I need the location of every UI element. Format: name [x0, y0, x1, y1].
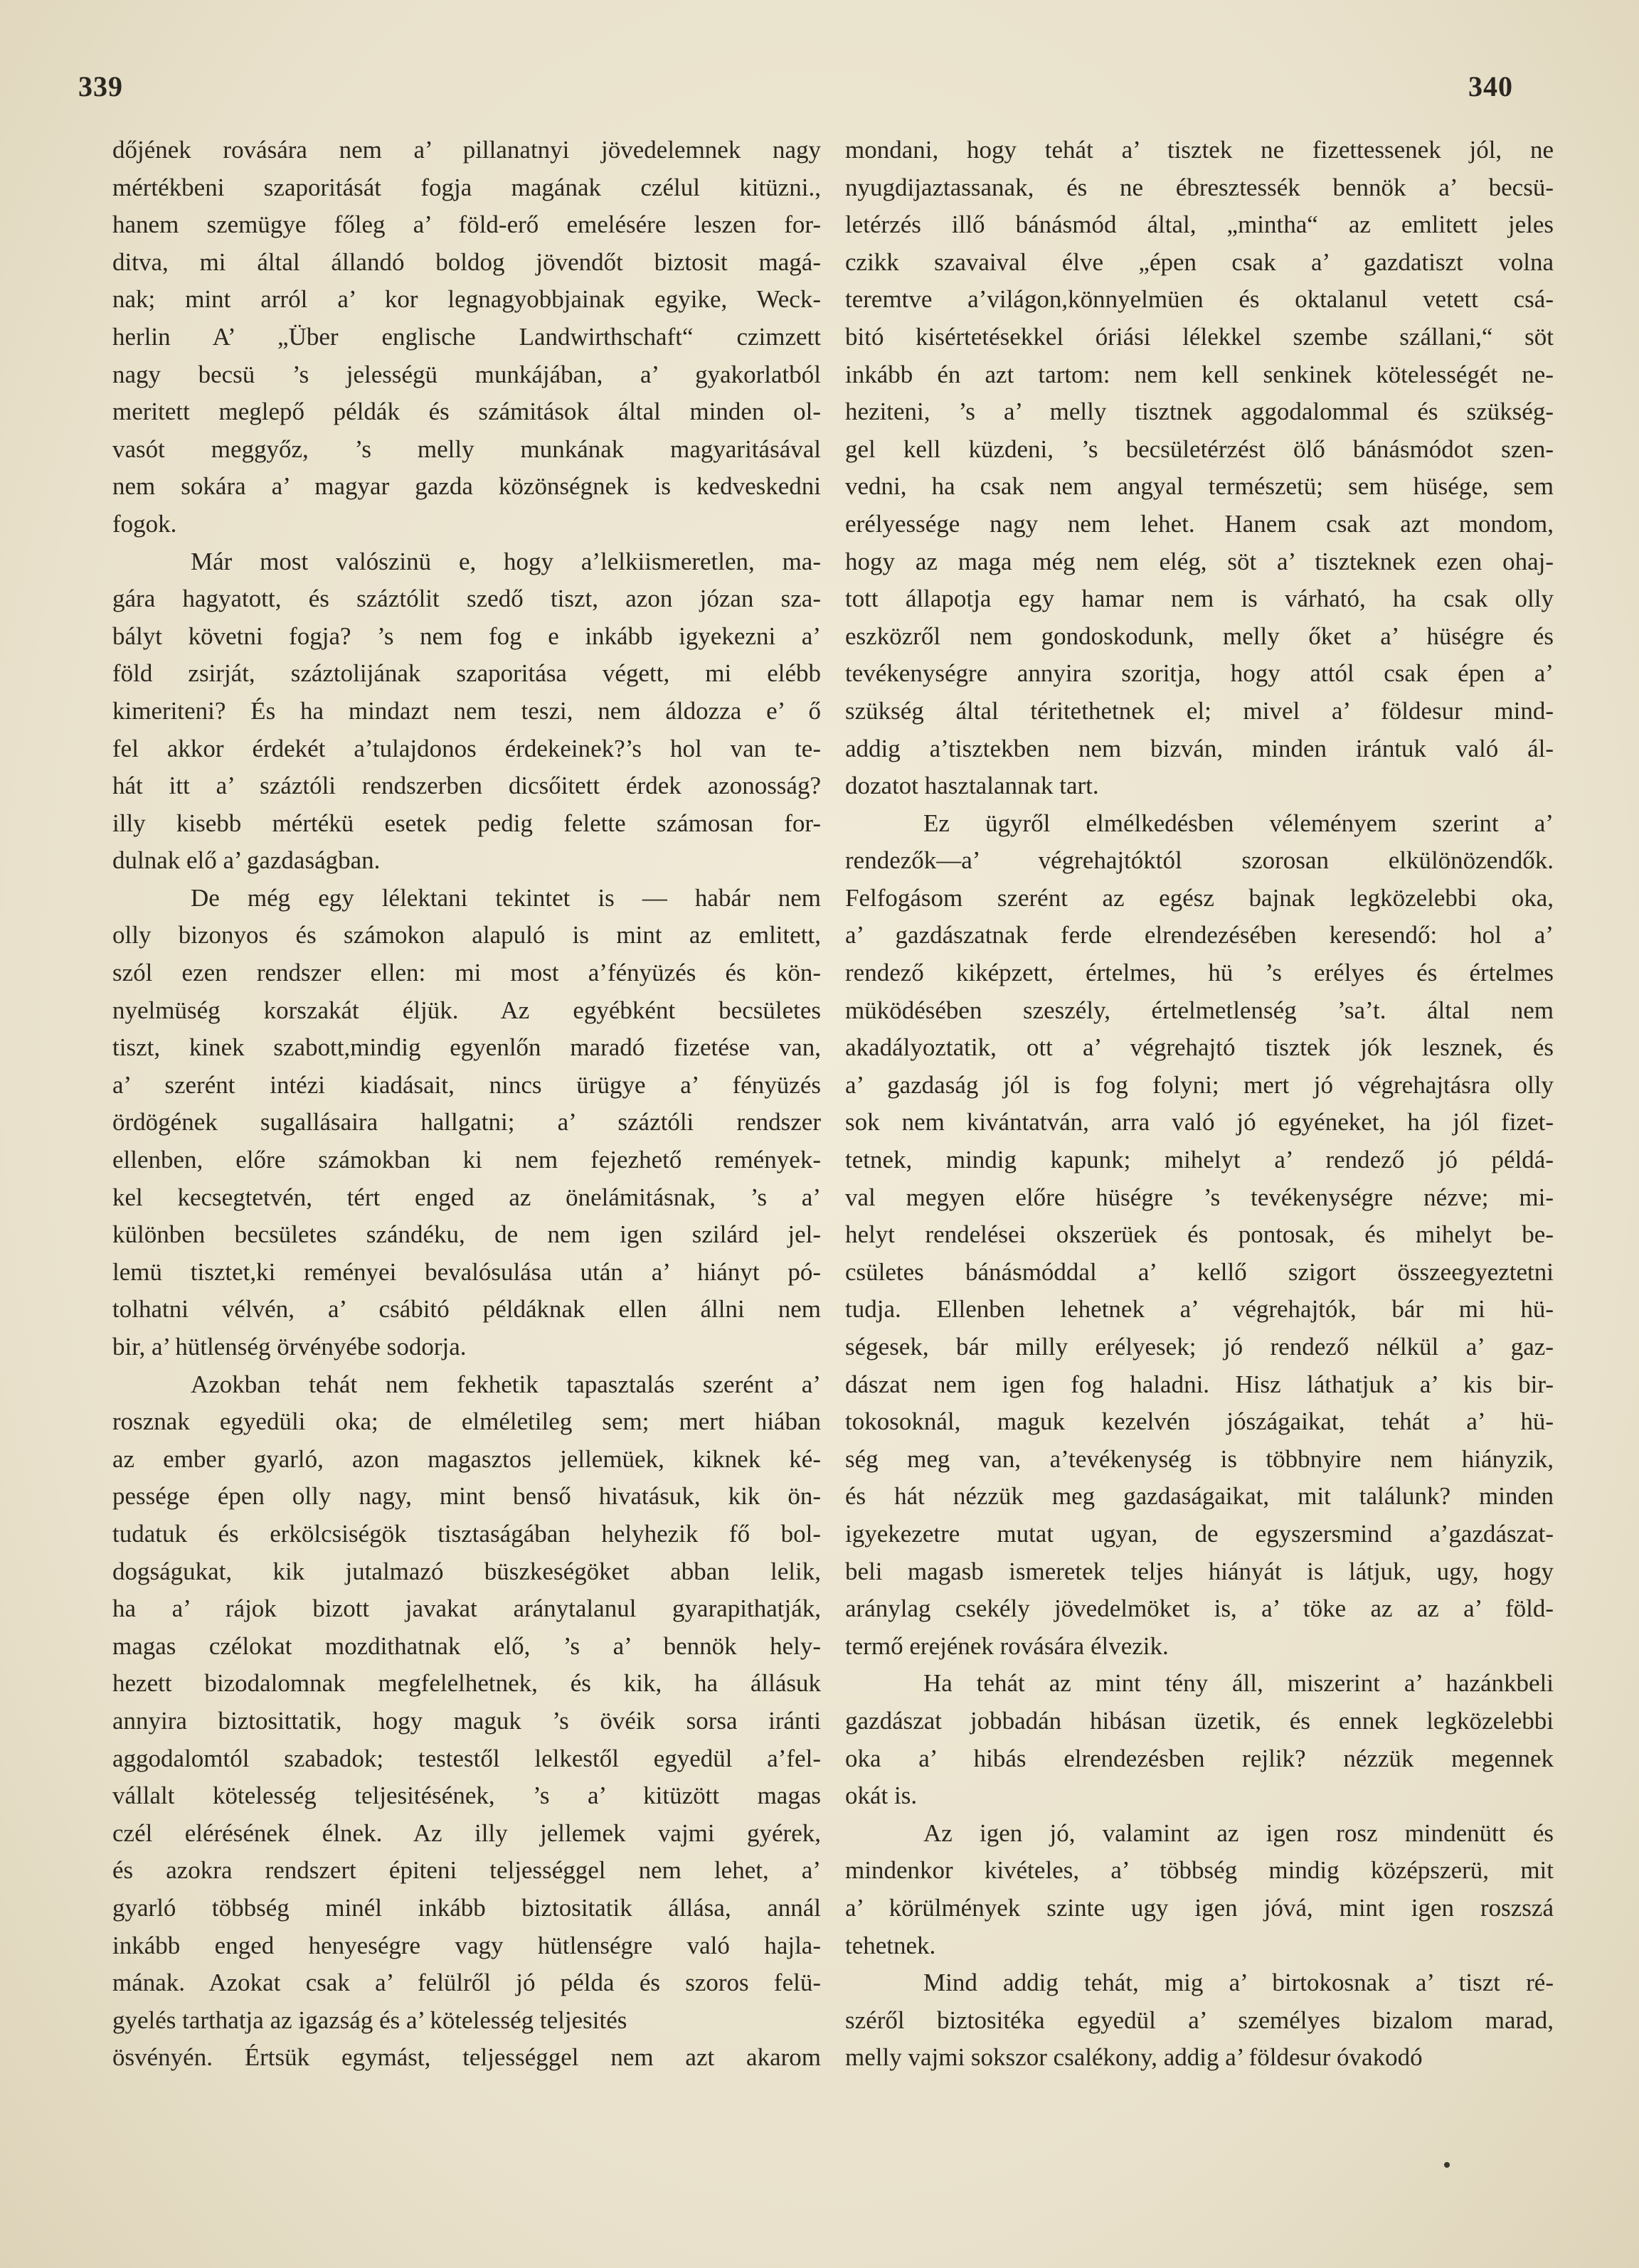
- text-line: letérzés illő bánásmód által, „mintha“ az emlitett jeles: [845, 211, 1554, 239]
- text-line: Az igen jó, valamint az igen rosz mindenütt és: [923, 1819, 1554, 1847]
- text-line: dogságukat, kik jutalmazó büszkeségöket abban lelik,: [112, 1557, 821, 1585]
- text-line: ségesek, bár milly erélyesek; jó rendező nélkül a’ gaz-: [845, 1333, 1554, 1361]
- text-line: Ha tehát az mint tény áll, miszerint a’ hazánkbeli: [923, 1669, 1554, 1698]
- text-line: magas czélokat mozdithatnak elő, ’s a’ bennök hely-: [112, 1631, 821, 1660]
- text-line: olly bizonyos és számokon alapuló is mint az emlitett,: [112, 921, 821, 949]
- text-line: különben becsületes szándéku, de nem igen szilárd jel-: [112, 1220, 821, 1249]
- text-line: csületes bánásmóddal a’ kellő szigort összeegyeztetni: [845, 1257, 1554, 1286]
- text-line: tudja. Ellenben lehetnek a’ végrehajtók, bár mi hü-: [845, 1295, 1554, 1324]
- text-line: a’ gazdaság jól is fog folyni; mert jó végrehajtásra olly: [845, 1070, 1554, 1099]
- text-line: nyugdijaztassanak, és ne ébresztessék bennök a’ becsü-: [845, 173, 1554, 201]
- text-line: tolhatni vélvén, a’ csábitó példáknak ellen állni nem: [112, 1295, 821, 1324]
- text-line: czél elérésének élnek. Az illy jellemek vajmi gyérek,: [112, 1819, 821, 1847]
- text-line: oka a’ hibás elrendezésben rejlik? nézzük megennek: [845, 1744, 1554, 1772]
- text-line: Mind addig tehát, mig a’ birtokosnak a’ tiszt ré-: [923, 1969, 1554, 1997]
- text-line: inkább enged henyeségre vagy hütlenségre való hajla-: [112, 1931, 821, 1959]
- text-line: czikk szavaival élve „épen csak a’ gazdatiszt volna: [845, 247, 1554, 276]
- text-line: erélyessége nagy nem lehet. Hanem csak azt mondom,: [845, 509, 1554, 538]
- text-line: fogok.: [112, 509, 177, 538]
- text-line: lemü tisztet,ki reményei bevalósulása után a’ hiányt pó-: [112, 1257, 821, 1286]
- text-line: nagy becsü ’s jelességü munkájában, a’ gyakorlatból: [112, 360, 821, 388]
- text-line: dászat nem igen fog haladni. Hisz láthatjuk a’ kis bir-: [845, 1370, 1554, 1398]
- text-column-right: [845, 132, 1554, 2077]
- text-line: dozatot hasztalannak tart.: [845, 772, 1099, 800]
- text-line: okát is.: [845, 1782, 918, 1810]
- text-line: tehetnek.: [845, 1931, 936, 1959]
- text-line: De még egy lélektani tekintet is — habár nem: [191, 883, 821, 912]
- text-line: aránylag csekély jövedelmöket is, a’ töke az az a’ föld-: [845, 1594, 1554, 1623]
- text-line: teremtve a’világon,könnyelmüen és oktalanul vetett csá-: [845, 285, 1554, 314]
- text-line: rendezők—a’ végrehajtóktól szorosan elkülönözendők.: [845, 846, 1554, 875]
- text-line: szükség által téritethetnek el; mivel a’ földesur mind-: [845, 696, 1554, 725]
- text-line: heziteni, ’s a’ melly tisztnek aggodalommal és szükség-: [845, 398, 1554, 426]
- text-line: bir, a’ hütlenség örvényébe sodorja.: [112, 1333, 467, 1361]
- text-line: akadályoztatik, ott a’ végrehajtó tisztek jók lesznek, és: [845, 1033, 1554, 1062]
- text-line: és azokra rendszert épiteni teljességgel nem lehet, a’: [112, 1856, 821, 1885]
- text-line: kimeriteni? És ha mindazt nem teszi, nem áldozza e’ ő: [112, 696, 821, 725]
- text-line: pessége épen olly nagy, mint benső hivatásuk, kik ön-: [112, 1482, 821, 1511]
- text-line: gára hagyatott, és száztólit szedő tiszt, azon józan sza-: [112, 585, 821, 613]
- text-line: bályt követni fogja? ’s nem fog e inkább igyekezni a’: [112, 622, 821, 650]
- text-line: val megyen előre hüségre ’s tevékenységre nézve; mi-: [845, 1183, 1554, 1211]
- text-line: mondani, hogy tehát a’ tisztek ne fizettessenek jól, ne: [845, 136, 1554, 164]
- text-line: gazdászat jobbadán hibásan üzetik, és ennek legközelebbi: [845, 1706, 1554, 1735]
- text-line: termő erejének rovására élvezik.: [845, 1631, 1169, 1660]
- text-line: vedni, ha csak nem angyal természetü; sem hüsége, sem: [845, 472, 1554, 501]
- text-line: ditva, mi által állandó boldog jövendőt biztosit magá-: [112, 247, 821, 276]
- text-line: mértékbeni szaporitását fogja magának czélul kitüzni.,: [112, 173, 821, 201]
- text-line: hanem szemügye főleg a’ föld-erő emelésére leszen for-: [112, 211, 821, 239]
- text-line: gel kell küzdeni, ’s becsületérzést ölő bánásmódot szen-: [845, 435, 1554, 463]
- text-line: helyt rendelései okszerüek és pontosak, és mihelyt be-: [845, 1220, 1554, 1249]
- text-line: ellenben, előre számokban ki nem fejezhető remények-: [112, 1146, 821, 1174]
- text-line: a’ körülmények szinte ugy igen jóvá, mint igen roszszá: [845, 1893, 1554, 1922]
- text-line: dőjének rovására nem a’ pillanatnyi jövedelemnek nagy: [112, 136, 821, 164]
- text-line: a’ gazdászatnak ferde elrendezésében keresendő: hol a’: [845, 921, 1554, 949]
- text-line: mának. Azokat csak a’ felülről jó példa és szoros felü-: [112, 1969, 821, 1997]
- text-line: hogy az maga még nem elég, söt a’ tiszteknek ezen ohaj-: [845, 547, 1554, 575]
- text-line: annyira biztosittatik, hogy maguk ’s övéik sorsa iránti: [112, 1706, 821, 1735]
- text-line: Ez ügyről elmélkedésben véleményem szerint a’: [923, 809, 1554, 837]
- text-line: tetnek, mindig kapunk; mihelyt a’ rendező jó példá-: [845, 1146, 1554, 1174]
- text-line: melly vajmi sokszor csalékony, addig a’ földesur óvakodó: [845, 2043, 1423, 2072]
- text-line: rendező kiképzett, értelmes, hü ’s erélyes és értelmes: [845, 959, 1554, 987]
- text-line: tevékenységre annyira szoritja, hogy attól csak épen a’: [845, 659, 1554, 688]
- text-line: dulnak elő a’ gazdaságban.: [112, 846, 381, 875]
- text-line: müködésében szeszély, értelmetlenség ’sa’t. által nem: [845, 996, 1554, 1024]
- text-line: tudatuk és erkölcsiségök tisztaságában helyhezik fő bol-: [112, 1519, 821, 1548]
- text-line: Azokban tehát nem fekhetik tapasztalás szerént a’: [191, 1370, 821, 1398]
- text-line: hezett bizodalomnak megfelelhetnek, és kik, ha állásuk: [112, 1669, 821, 1698]
- text-line: ség meg van, a’tevékenység is többnyire nem hiányzik,: [845, 1444, 1554, 1473]
- text-line: igyekezetre mutat ugyan, de egyszersmind a’gazdászat-: [845, 1519, 1554, 1548]
- text-line: szól ezen rendszer ellen: mi most a’fényüzés és kön-: [112, 959, 821, 987]
- text-line: és hát nézzük meg gazdaságaikat, mit találunk? minden: [845, 1482, 1554, 1511]
- text-line: bitó kisértetésekkel óriási lélekkel szembe szállani,“ söt: [845, 322, 1554, 351]
- text-line: aggodalomtól szabadok; testestől lelkestől egyedül a’fel-: [112, 1744, 821, 1772]
- text-line: a’ szerént intézi kiadásait, nincs ürügye a’ fényüzés: [112, 1070, 821, 1099]
- text-line: addig a’tisztekben nem bizván, minden irántuk való ál-: [845, 734, 1554, 762]
- text-line: eszközről nem gondoskodunk, melly őket a’ hüségre és: [845, 622, 1554, 650]
- text-line: hát itt a’ száztóli rendszerben dicsőitett érdek azonosság?: [112, 772, 821, 800]
- text-line: nak; mint arról a’ kor legnagyobbjainak egyike, Weck-: [112, 285, 821, 314]
- text-line: tiszt, kinek szabott,mindig egyenlőn maradó fizetése van,: [112, 1033, 821, 1062]
- text-line: fel akkor érdekét a’tulajdonos érdekeinek?’s hol van te-: [112, 734, 821, 762]
- text-line: ha a’ rájok bizott javakat aránytalanul gyarapithatják,: [112, 1594, 821, 1623]
- ink-speck: [1444, 2162, 1450, 2168]
- text-line: tott állapotja egy hamar nem is várható, ha csak olly: [845, 585, 1554, 613]
- text-line: vasót meggyőz, ’s melly munkának magyaritásával: [112, 435, 821, 463]
- text-line: nyelmüség korszakát éljük. Az egyébként becsületes: [112, 996, 821, 1024]
- text-line: gyelés tarthatja az igazság és a’ kötelesség teljesités: [112, 2006, 627, 2034]
- text-line: Felfogásom szerént az egész bajnak legközelebbi oka,: [845, 883, 1554, 912]
- text-line: illy kisebb mértékü esetek pedig felette számosan for-: [112, 809, 821, 837]
- text-line: az ember gyarló, azon magasztos jellemüek, kiknek ké-: [112, 1444, 821, 1473]
- text-line: ösvényén. Értsük egymást, teljességgel nem azt akarom: [112, 2043, 821, 2072]
- text-line: rosznak egyedüli oka; de elméletileg sem; mert hiában: [112, 1407, 821, 1436]
- text-line: föld zsirját, száztolijának szaporitása végett, mi elébb: [112, 659, 821, 688]
- page-number-left: 339: [78, 70, 123, 102]
- text-column-left: [112, 132, 821, 2077]
- text-line: sok nem kivántatván, arra való jó egyéneket, ha jól fizet-: [845, 1108, 1554, 1136]
- text-line: Már most valószinü e, hogy a’lelkiismeretlen, ma-: [191, 547, 821, 575]
- page-number-right: 340: [1468, 70, 1513, 102]
- text-line: inkább én azt tartom: nem kell senkinek kötelességét ne-: [845, 360, 1554, 388]
- text-line: vállalt kötelesség teljesitésének, ’s a’ kitüzött magas: [112, 1782, 821, 1810]
- text-line: ördögének sugallásaira hallgatni; a’ száztóli rendszer: [112, 1108, 821, 1136]
- text-line: tokosoknál, maguk kezelvén jószágaikat, tehát a’ hü-: [845, 1407, 1554, 1436]
- text-line: kel kecsegtetvén, tért enged az önelámitásnak, ’s a’: [112, 1183, 821, 1211]
- text-line: mindenkor kivételes, a’ többség mindig középszerü, mit: [845, 1856, 1554, 1885]
- text-line: meritett meglepő példák és számitások által minden ol-: [112, 398, 821, 426]
- text-line: nem sokára a’ magyar gazda közönségnek is kedveskedni: [112, 472, 821, 501]
- text-line: beli magasb ismeretek teljes hiányát is látjuk, ugy, hogy: [845, 1557, 1554, 1585]
- text-line: gyarló többség minél inkább biztositatik állása, annál: [112, 1893, 821, 1922]
- text-line: herlin A’ „Über englische Landwirthschaft“ czimzett: [112, 322, 821, 351]
- text-line: széről biztositéka egyedül a’ személyes bizalom marad,: [845, 2006, 1554, 2034]
